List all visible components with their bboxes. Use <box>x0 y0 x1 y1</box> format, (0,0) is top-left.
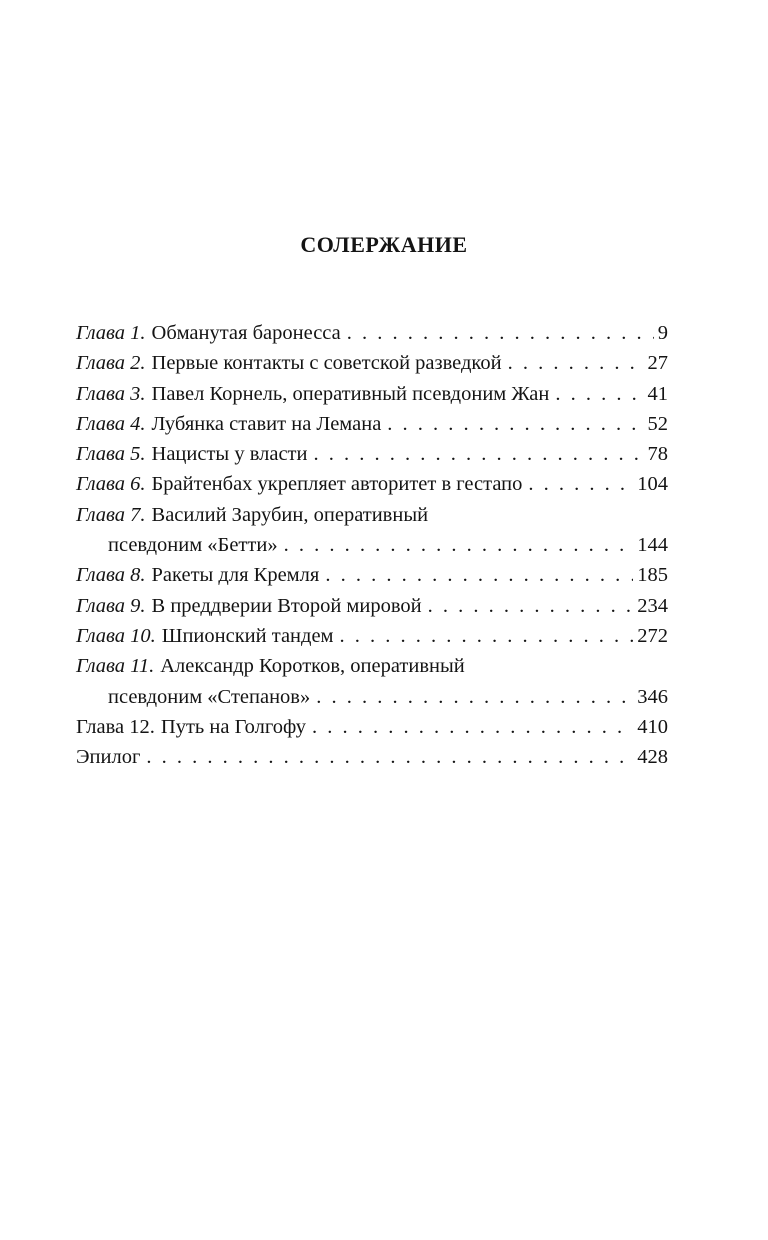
chapter-label: Глава 12. <box>76 715 155 738</box>
dot-leader <box>312 712 633 742</box>
dot-leader <box>428 591 634 621</box>
dot-leader <box>316 682 633 712</box>
page-number: 52 <box>647 412 668 435</box>
chapter-label: Глава 7. <box>76 503 146 526</box>
toc-entry-8[interactable] <box>76 560 668 590</box>
toc-entry-epilogue[interactable] <box>76 742 668 772</box>
chapter-label: Глава 5. <box>76 443 146 466</box>
chapter-label: Глава 6. <box>76 473 146 496</box>
table-of-contents <box>76 318 668 772</box>
toc-entry-1[interactable] <box>76 318 668 348</box>
toc-entry-2[interactable] <box>76 348 668 378</box>
chapter-label: Глава 3. <box>76 382 146 405</box>
dot-leader <box>347 318 654 348</box>
chapter-title: Первые контакты с советской разведкой <box>151 352 502 375</box>
chapter-label: Глава 4. <box>76 412 146 435</box>
toc-entry-7[interactable] <box>76 500 668 530</box>
dot-leader <box>313 439 643 469</box>
page-number: 428 <box>637 746 668 769</box>
page-number: 234 <box>637 594 668 617</box>
chapter-label: Глава 2. <box>76 352 146 375</box>
chapter-label: Глава 8. <box>76 564 146 587</box>
dot-leader <box>387 409 643 439</box>
chapter-title: Ракеты для Кремля <box>151 564 320 587</box>
dot-leader <box>325 560 633 590</box>
chapter-title: В преддверии Второй мировой <box>151 594 422 617</box>
toc-entry-9[interactable] <box>76 591 668 621</box>
toc-entry-3[interactable] <box>76 379 668 409</box>
chapter-title: Василий Зарубин, оперативный <box>151 503 429 526</box>
page-number: 27 <box>647 352 668 375</box>
toc-entry-11[interactable] <box>76 651 668 681</box>
dot-leader <box>555 379 643 409</box>
chapter-title: Александр Коротков, оперативный <box>160 655 465 678</box>
chapter-title-continued: псевдоним «Бетти» <box>108 534 278 557</box>
chapter-title: Шпионский тандем <box>161 624 334 647</box>
toc-entry-12[interactable] <box>76 712 668 742</box>
page-number: 9 <box>657 322 668 344</box>
page-number: 104 <box>637 473 668 496</box>
page-title: СОЛЕРЖАНИЕ <box>300 232 468 257</box>
toc-entry-10[interactable] <box>76 621 668 651</box>
page-number: 41 <box>647 382 668 405</box>
toc-entry-4[interactable] <box>76 409 668 439</box>
toc-entry-5[interactable] <box>76 439 668 469</box>
chapter-label: Глава 10. <box>76 624 156 647</box>
chapter-label: Глава 1. <box>76 322 146 344</box>
page-number: 410 <box>637 715 668 738</box>
page-number: 346 <box>637 685 668 708</box>
page-number: 144 <box>637 534 668 557</box>
chapter-title: Нацисты у власти <box>151 443 308 466</box>
dot-leader <box>528 469 633 499</box>
dot-leader <box>508 348 644 378</box>
chapter-title: Брайтенбах укрепляет авторитет в гестапо <box>151 473 523 496</box>
toc-entry-7-continued[interactable] <box>76 530 668 560</box>
chapter-title: Обманутая баронесса <box>151 322 341 344</box>
chapter-label: Глава 9. <box>76 594 146 617</box>
chapter-title: Эпилог <box>76 746 141 769</box>
dot-leader <box>284 530 634 560</box>
chapter-title: Павел Корнель, оперативный псевдоним Жан <box>151 382 550 405</box>
toc-entry-11-continued[interactable] <box>76 682 668 712</box>
page-number: 185 <box>637 564 668 587</box>
chapter-title: Путь на Голгофу <box>160 715 307 738</box>
dot-leader <box>340 621 634 651</box>
page-number: 272 <box>637 624 668 647</box>
toc-entry-6[interactable] <box>76 469 668 499</box>
chapter-title-continued: псевдоним «Степанов» <box>108 685 311 708</box>
page-number: 78 <box>647 443 668 466</box>
chapter-title: Лубянка ставит на Лемана <box>151 412 382 435</box>
chapter-label: Глава 11. <box>76 655 155 678</box>
dot-leader <box>146 742 633 772</box>
